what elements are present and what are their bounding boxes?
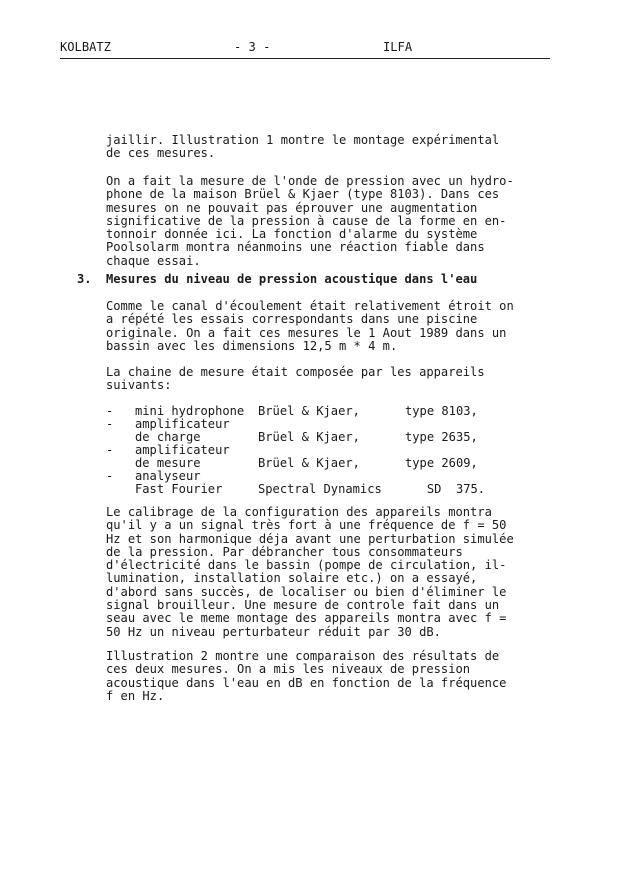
equipment-brand: Spectral Dynamics bbox=[258, 482, 382, 496]
equipment-brand: Brüel & Kjaer, bbox=[258, 456, 360, 470]
equipment-name: de charge bbox=[135, 430, 201, 444]
equipment-brand: Brüel & Kjaer, bbox=[258, 404, 360, 418]
paragraph-hydrophone: On a fait la mesure de l'onde de pression avec un hydro- phone de la maison Brüel & Kjaer (type 8103). Dans ces mesures on ne pouvait pas éprouver une augmentation significative de la pression à cause de la forme en en- tonnoir donnée ici. La fonction d'alarme du système Poolsolarm montra néanmoins une réaction fiable dans chaque essai. bbox=[106, 174, 514, 268]
equipment-brand: Brüel & Kjaer, bbox=[258, 430, 360, 444]
list-item bbox=[0, 431, 620, 445]
list-bullet: - bbox=[106, 443, 114, 457]
header-organization: ILFA bbox=[383, 40, 413, 54]
paragraph-comparison: Illustration 2 montre une comparaison des résultats de ces deux mesures. On a mis les niveaux de pression acoustique dans l'eau en dB en fonction de la fréquence f en Hz. bbox=[106, 649, 507, 703]
page-header bbox=[60, 38, 550, 59]
list-item bbox=[0, 405, 620, 419]
list-bullet: - bbox=[106, 469, 114, 483]
equipment-name: amplificateur bbox=[135, 417, 230, 431]
paragraph-intro: jaillir. Illustration 1 montre le montage expérimental de ces mesures. bbox=[106, 133, 500, 161]
header-author: KOLBATZ bbox=[60, 40, 111, 54]
equipment-name: de mesure bbox=[135, 456, 201, 470]
section-number: 3. bbox=[77, 272, 92, 286]
section-title: Mesures du niveau de pression acoustique dans l'eau bbox=[106, 272, 478, 286]
paragraph-pool: Comme le canal d'écoulement était relativement étroit on a répété les essais correspondants dans une piscine originale. On a fait ces mesures le 1 Aout 1989 dans un bassin avec les dimensions 12,5 m * 4 m. bbox=[106, 299, 514, 353]
equipment-type: SD 375. bbox=[405, 482, 486, 496]
paragraph-chain: La chaine de mesure était composée par les appareils suivants: bbox=[106, 365, 485, 393]
equipment-name: analyseur bbox=[135, 469, 201, 483]
list-bullet: - bbox=[106, 404, 114, 418]
list-item bbox=[0, 483, 620, 497]
equipment-type: type 2609, bbox=[405, 456, 478, 470]
list-item bbox=[0, 457, 620, 471]
paragraph-calibration: Le calibrage de la configuration des appareils montra qu'il y a un signal très fort à une fréquence de f = 50 Hz et son harmonique déja avant une perturbation simulée de la pression. Par débrancher tous consommateurs d'électricité dans le bassin (pompe de circulation, il- lumination, installation solaire etc.) on a essayé, d'abord sans succès, de localiser ou bien d'éliminer le signal brouilleur. Une mesure de controle fait dans un seau avec le meme montage des appareils montra avec f = 50 Hz un niveau perturbateur réduit par 30 dB. bbox=[106, 505, 514, 639]
equipment-type: type 8103, bbox=[405, 404, 478, 418]
list-bullet: - bbox=[106, 417, 114, 431]
equipment-name: Fast Fourier bbox=[135, 482, 223, 496]
equipment-name: amplificateur bbox=[135, 443, 230, 457]
page-number: - 3 - bbox=[234, 40, 271, 54]
equipment-type: type 2635, bbox=[405, 430, 478, 444]
equipment-name: mini hydrophone bbox=[135, 404, 245, 418]
